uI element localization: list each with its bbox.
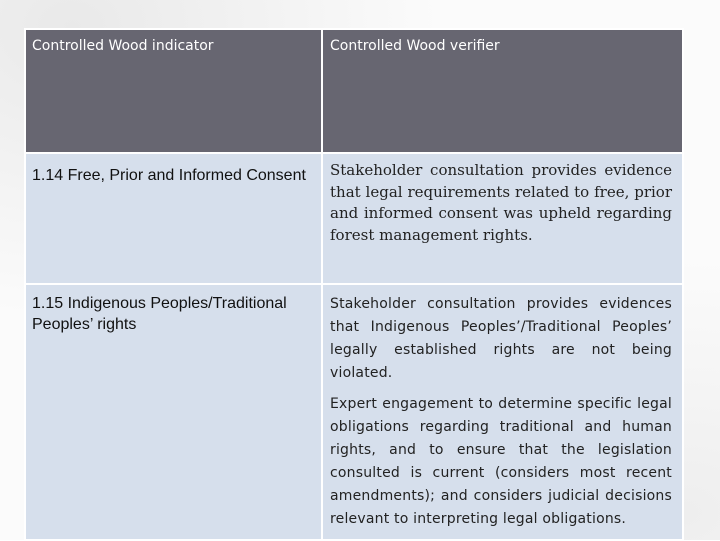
table-row [25, 284, 683, 540]
verifier-cell [322, 153, 683, 284]
indicator-text: 1.14 Free, Prior and Informed Consent [32, 167, 306, 184]
indicator-cell [25, 284, 322, 540]
table-header-row [25, 29, 683, 153]
header-verifier-cell [322, 29, 683, 153]
verifier-cell [322, 284, 683, 540]
header-indicator-cell [25, 29, 322, 153]
header-indicator-label: Controlled Wood indicator [32, 38, 214, 54]
verifier-paragraph: Expert engagement to determine specific legal obligations regarding traditional and human rights, and to ensure that the legislation consulted is current (considers most recent amendments); and considers judicial decisions relevant to interpreting legal obligations. [330, 396, 672, 527]
indicator-cell [25, 153, 322, 284]
table-row [25, 153, 683, 284]
header-verifier-label: Controlled Wood verifier [330, 38, 500, 54]
indicator-text: 1.15 Indigenous Peoples/Traditional Peoples’ rights [32, 295, 287, 333]
verifier-paragraph: Stakeholder consultation provides evidences that Indigenous Peoples’/Traditional Peoples’ legally established rights are not being violated. [330, 296, 672, 381]
controlled-wood-table [24, 28, 684, 541]
verifier-text: Stakeholder consultation provides evidence that legal requirements related to free, prior and informed consent was upheld regarding forest management rights. [330, 161, 672, 244]
